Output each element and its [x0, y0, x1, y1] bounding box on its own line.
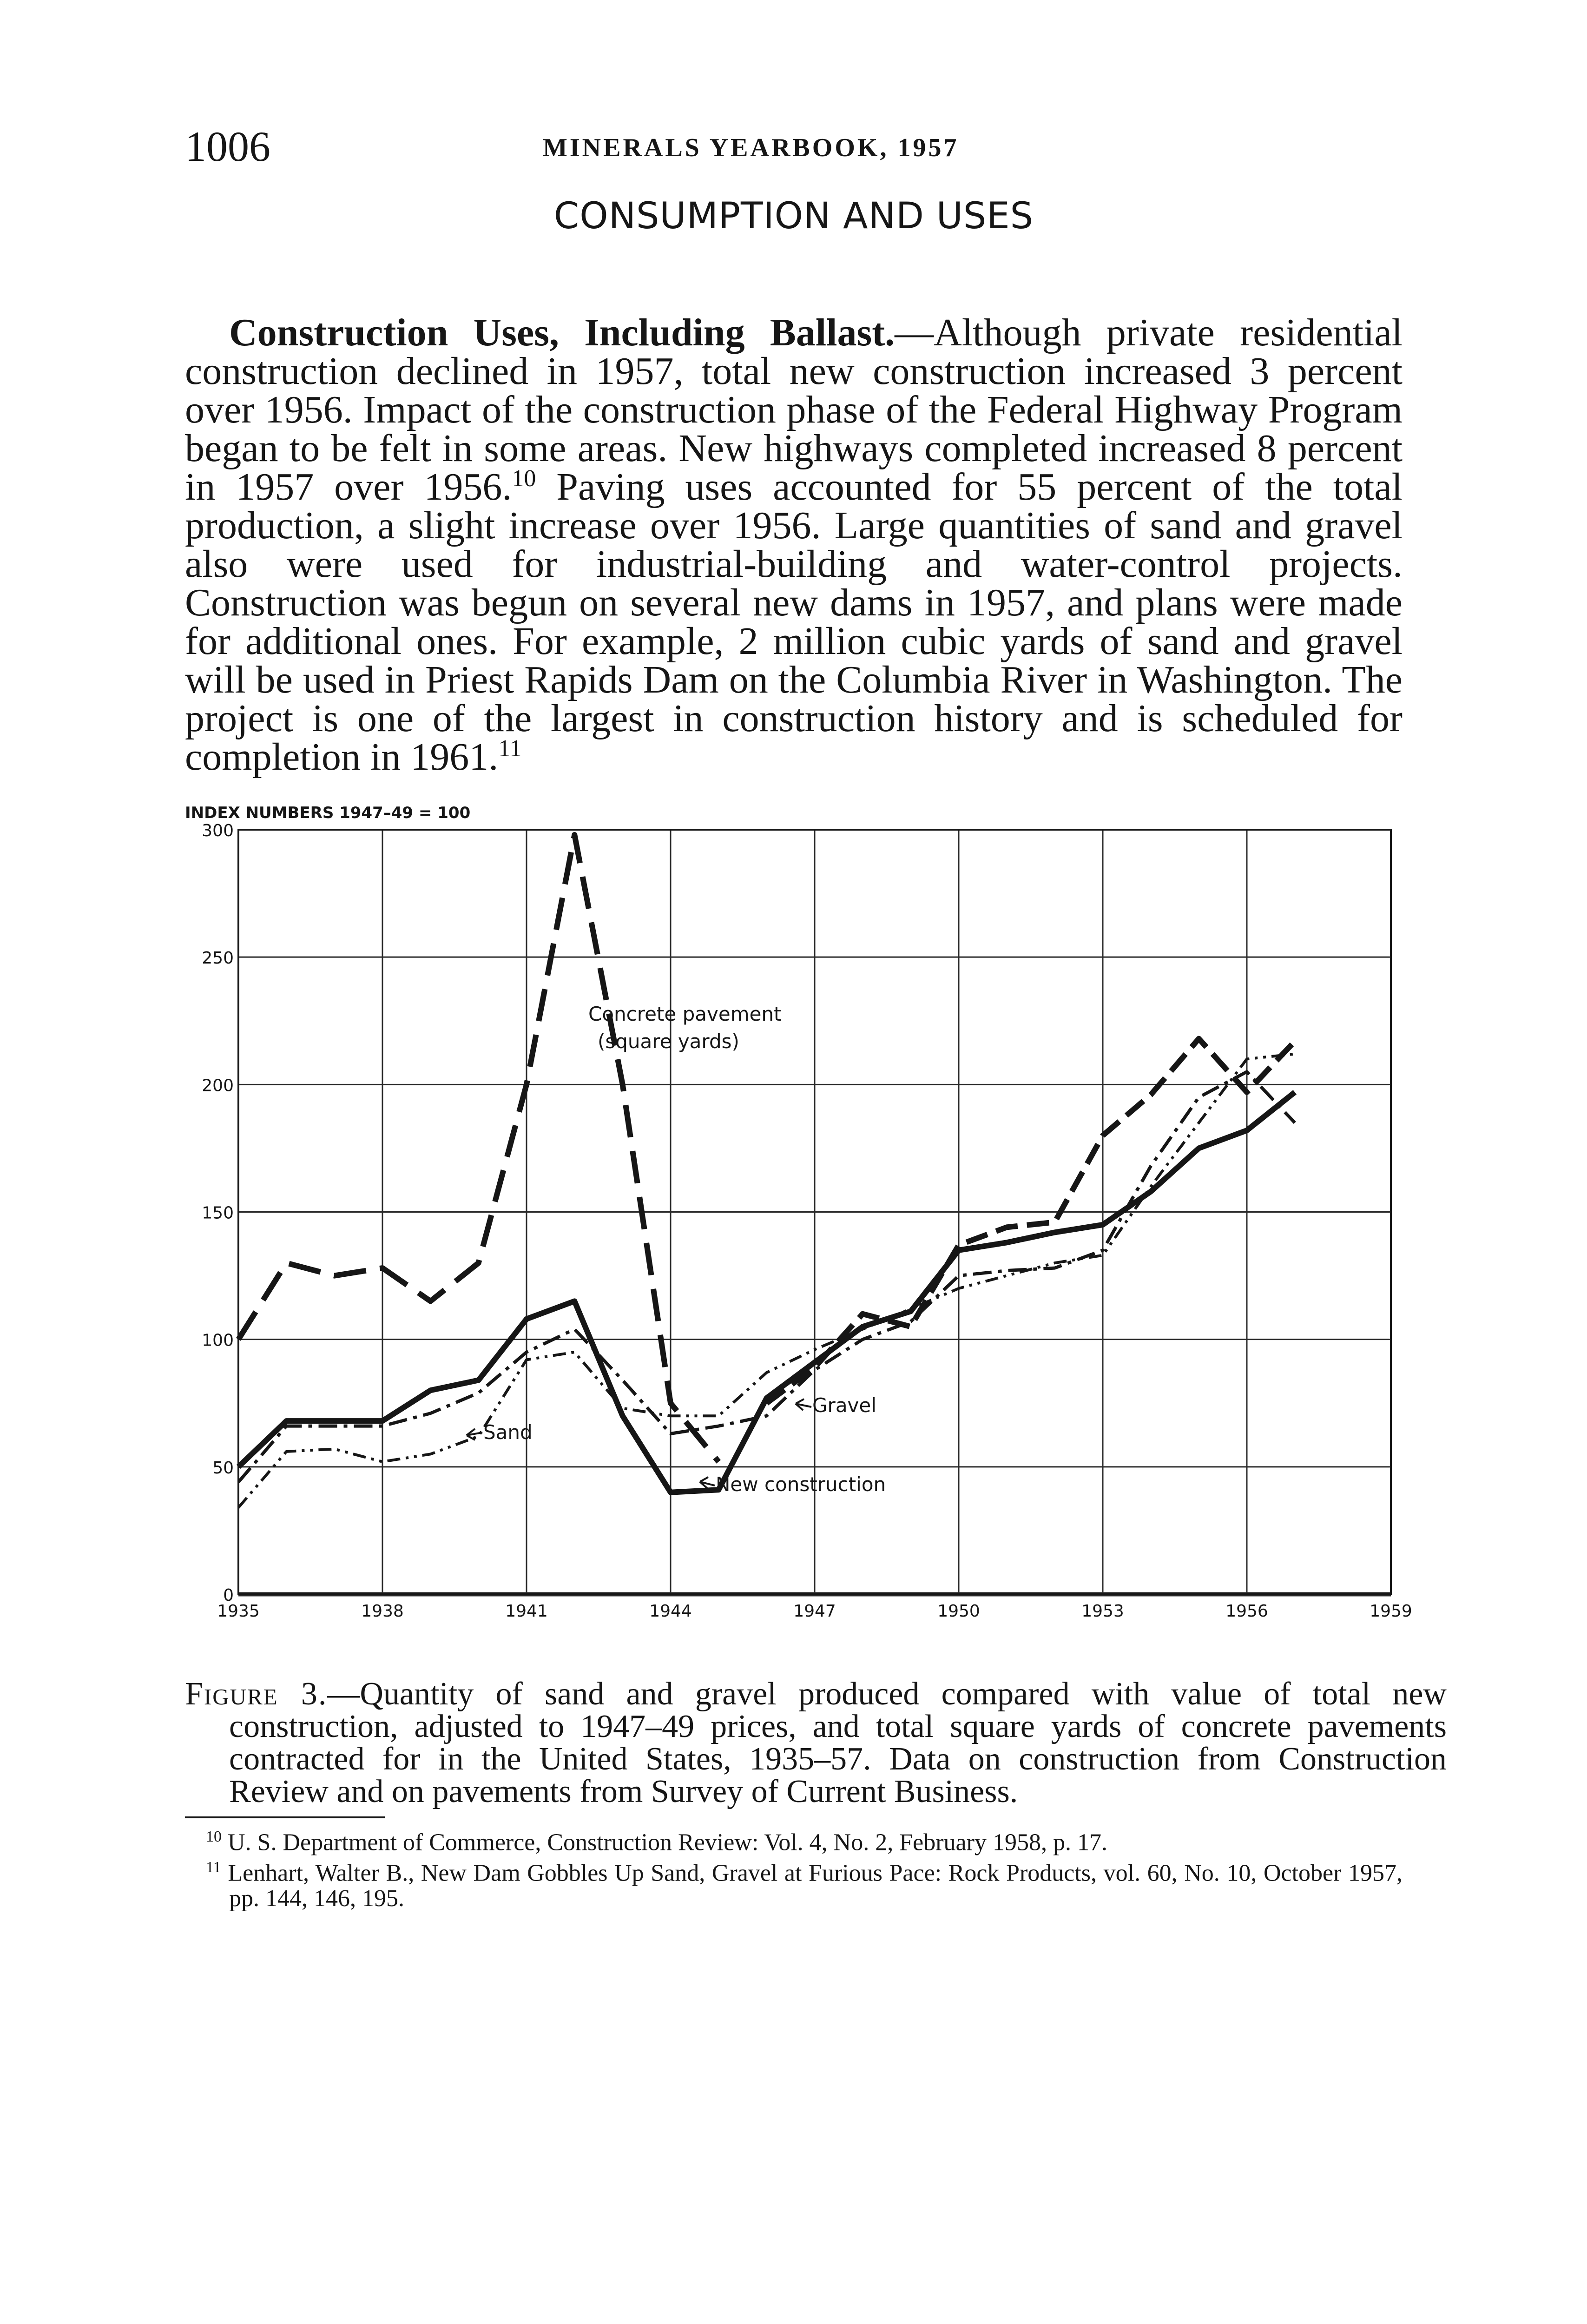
- y-tick-label: 150: [202, 1203, 234, 1223]
- x-tick-label: 1935: [217, 1602, 260, 1621]
- caption-text: —Quantity of sand and gravel produced compared with value of total new construction, adjusted to 1947–49 prices, and total square yards of concrete pavements contracted for in the United States, 1935–57. Data on construction from Construction Review and on pavements from Survey of Current Business.: [229, 1676, 1447, 1809]
- x-tick-label: 1944: [649, 1602, 692, 1621]
- footnote-ref-11: 11: [498, 735, 522, 762]
- series-line-long-dash: [238, 835, 718, 1462]
- page-number: 1006: [185, 123, 270, 170]
- figure-caption: [185, 1678, 1447, 1808]
- annotation-sand: Sand: [483, 1421, 533, 1444]
- footnote-10: [185, 1824, 1403, 1855]
- annotation-concrete-pavement: Concrete pavement: [588, 1003, 782, 1025]
- footnote-text: Lenhart, Walter B., New Dam Gobbles Up Sand, Gravel at Furious Pace: Rock Products, vol. 60, No. 10, October 1957, pp. 144, 146, 195.: [221, 1860, 1403, 1912]
- x-tick-label: 1947: [793, 1602, 836, 1621]
- annotation-gravel: Gravel: [812, 1394, 876, 1417]
- x-tick-label: 1953: [1081, 1602, 1124, 1621]
- y-tick-label: 0: [223, 1586, 234, 1605]
- paragraph-text-2: Paving uses accounted for 55 percent of the total production, a slight increase over 1956. Large quantities of sand and gravel also were used for industrial-building and water-control projects. Construction was begun on several new dams in 1957, and plans were made for additional ones. For example, 2 million cubic yards of sand and gravel will be used in Priest Rapids Dam on the Columbia River in Washington. The project is one of the largest in construction history and is scheduled for completion in 1961.: [185, 465, 1403, 779]
- footnotes: [185, 1824, 1403, 1911]
- y-tick-label: 300: [202, 821, 234, 840]
- figure-label: Figure 3.: [185, 1676, 328, 1712]
- page-header: [185, 122, 1403, 173]
- series-line-solid: [238, 1092, 1295, 1492]
- running-title: MINERALS YEARBOOK, 1957: [543, 133, 959, 162]
- x-tick-label: 1950: [937, 1602, 980, 1621]
- footnote-rule: [185, 1816, 385, 1818]
- y-tick-label: 250: [202, 949, 234, 968]
- chart-ticks: [202, 821, 1412, 1621]
- annotation-new-construction-arrow: [700, 1477, 715, 1488]
- footnote-ref-10: 10: [512, 465, 536, 492]
- chart-series: [238, 835, 1295, 1508]
- x-tick-label: 1959: [1370, 1602, 1412, 1621]
- x-tick-label: 1938: [361, 1602, 404, 1621]
- footnote-number: 11: [206, 1859, 221, 1876]
- paragraph-lead: Construction Uses, Including Ballast.: [229, 311, 895, 354]
- annotation-new-construction: New construction: [716, 1473, 886, 1496]
- x-tick-label: 1956: [1225, 1602, 1268, 1621]
- y-tick-label: 100: [202, 1331, 234, 1350]
- footnote-number: 10: [206, 1828, 222, 1845]
- y-tick-label: 50: [212, 1458, 234, 1478]
- chart-annotations: [467, 1003, 886, 1496]
- annotation-gravel-arrow: [796, 1399, 811, 1410]
- body-paragraph: [185, 311, 1403, 779]
- paragraph-text-1: —Although private residential construction declined in 1957, total new construction increased 3 percent over 1956. Impact of the construction phase of the Federal Highway Program began to be felt in some areas. New highways completed increased 8 percent in 1957 over 1956.: [185, 311, 1403, 508]
- x-tick-label: 1941: [505, 1602, 548, 1621]
- footnote-text: U. S. Department of Commerce, Construction Review: Vol. 4, No. 2, February 1958, p. 17.: [222, 1829, 1107, 1856]
- y-tick-label: 200: [202, 1076, 234, 1096]
- footnote-11: [185, 1855, 1403, 1911]
- annotation-square-yards: (square yards): [598, 1030, 739, 1053]
- figure-3-chart: [185, 804, 1412, 1622]
- y-axis-title: INDEX NUMBERS 1947–49 = 100: [185, 804, 471, 822]
- section-heading: CONSUMPTION AND USES: [553, 195, 1034, 237]
